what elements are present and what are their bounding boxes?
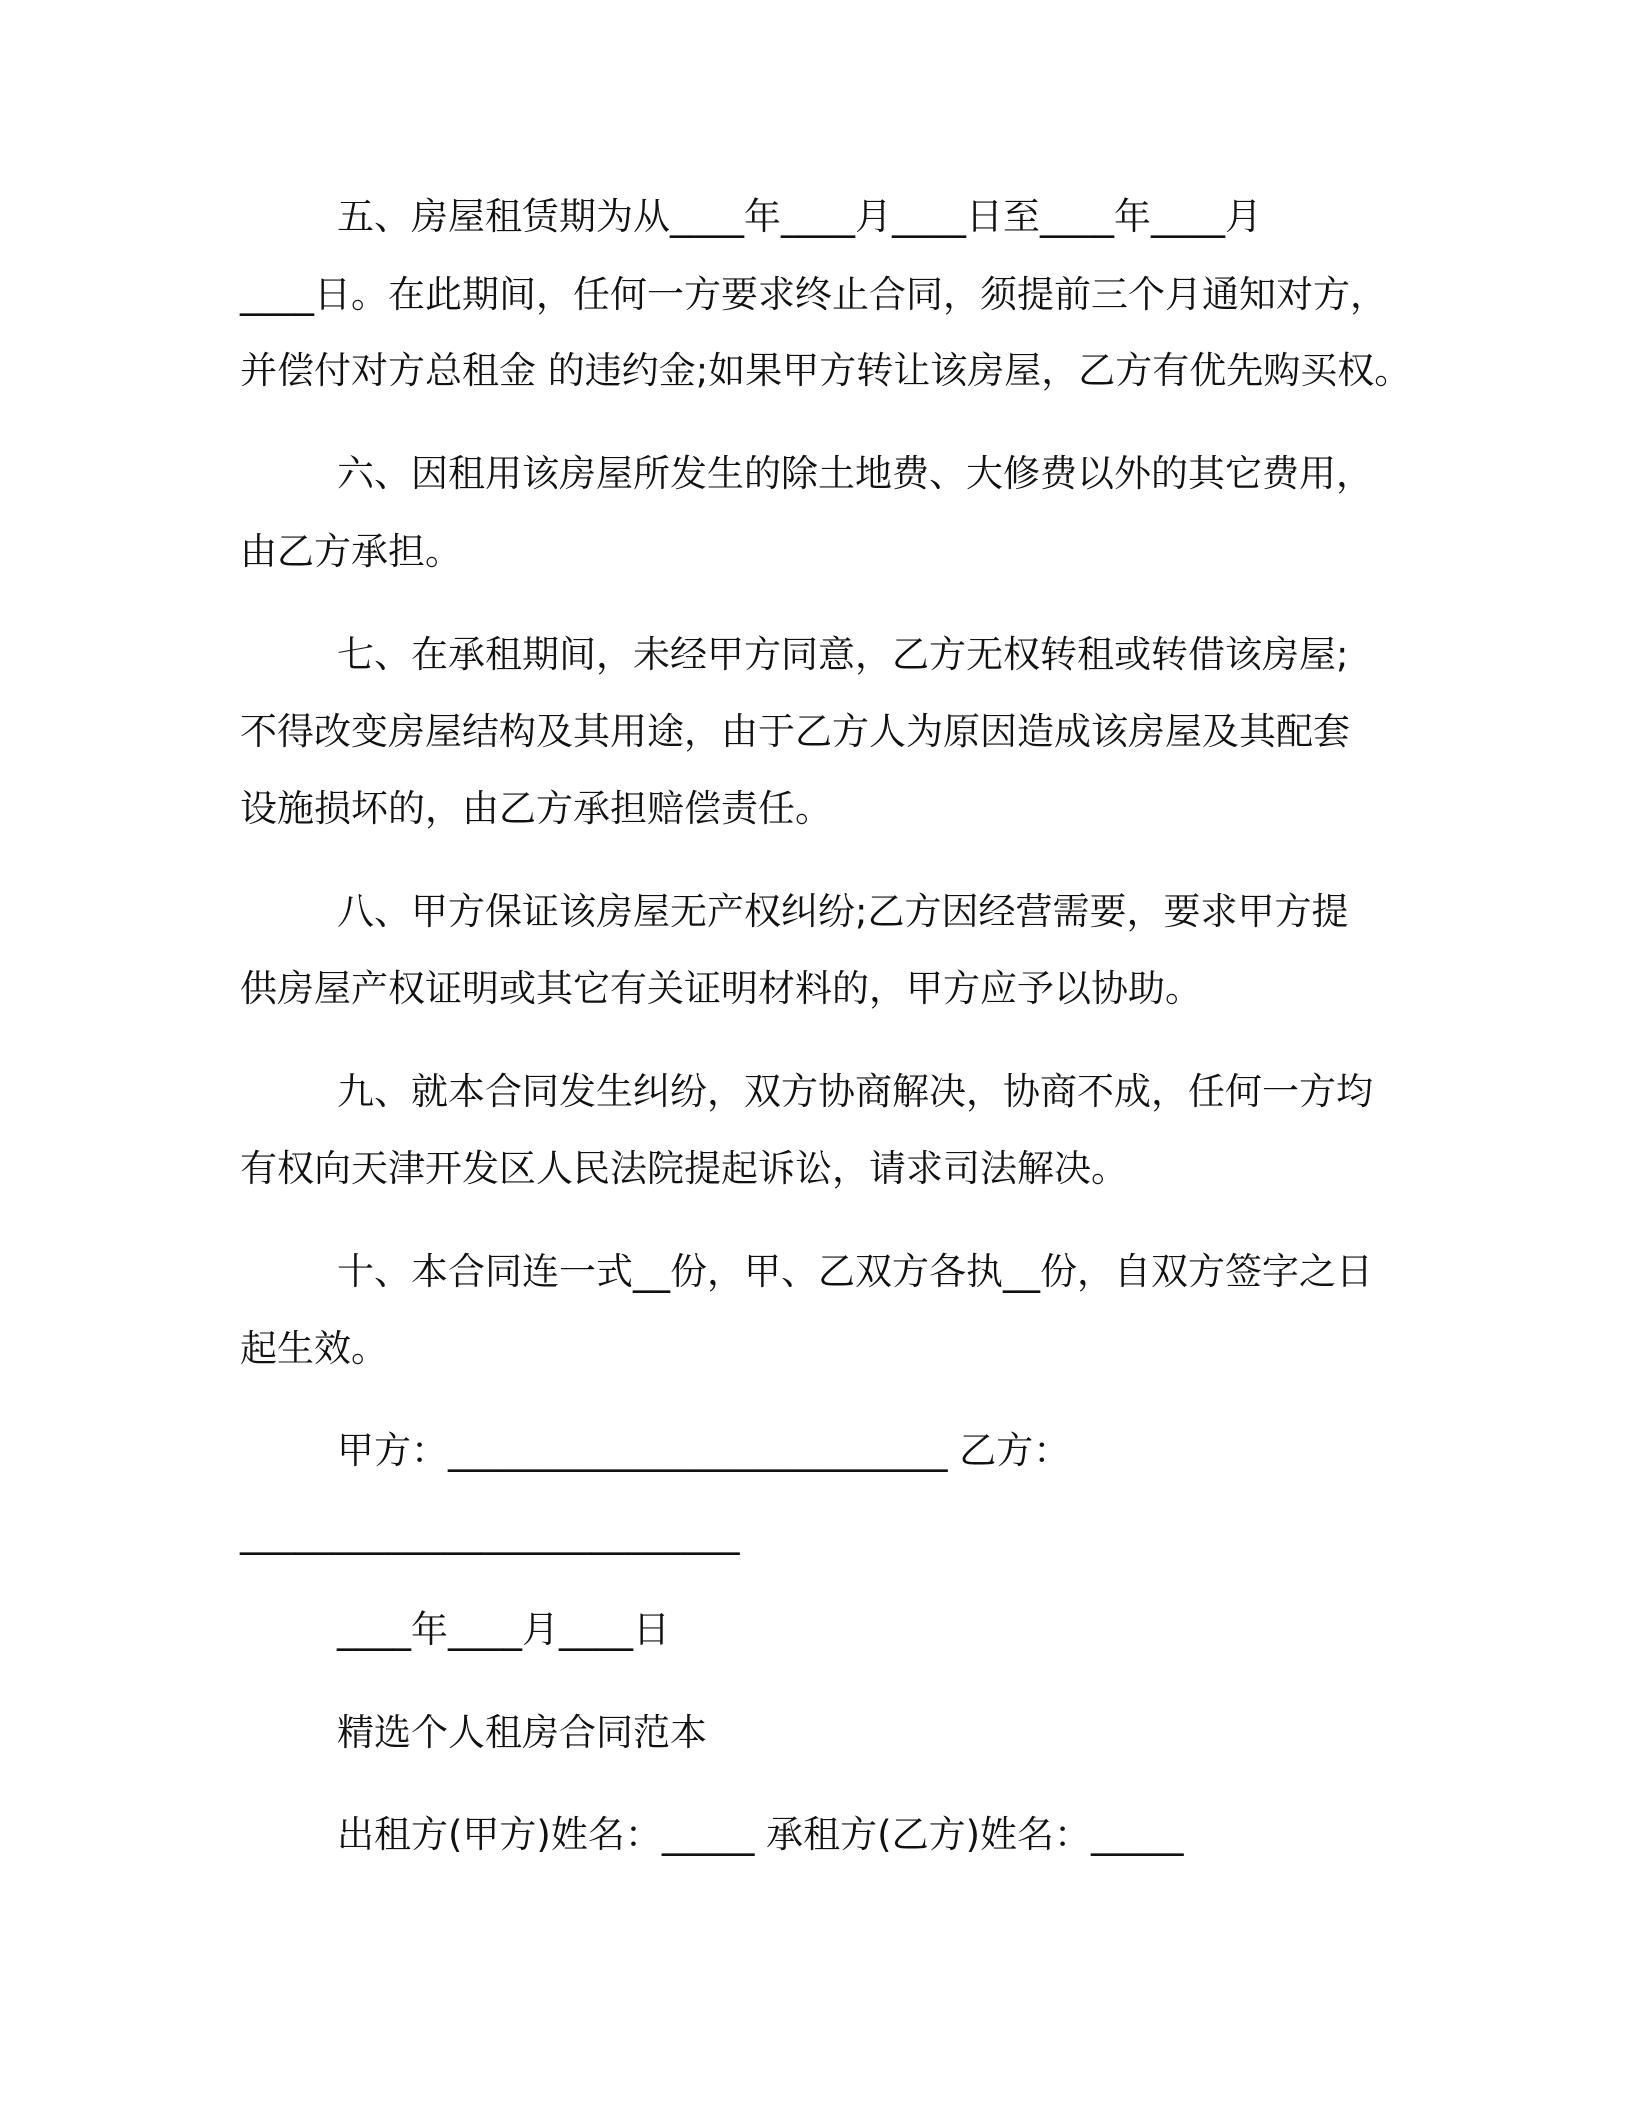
parties-name-line: 出租方(甲方)姓名：_____ 承租方(乙方)姓名：_____: [337, 1813, 1184, 1856]
clause6-line1: 六、因租用该房屋所发生的除土地费、大修费以外的其它费用，: [337, 452, 1373, 495]
clause5-line2: ____日。在此期间，任何一方要求终止合同，须提前三个月通知对方，: [240, 273, 1387, 316]
clause5-line3: 并偿付对方总租金 的违约金;如果甲方转让该房屋，乙方有优先购买权。: [240, 349, 1412, 392]
signature-party-a-line: 甲方：___________________________ 乙方：: [337, 1429, 1071, 1472]
signature-party-b-line: ___________________________: [240, 1512, 740, 1555]
clause6-line2: 由乙方承担。: [240, 530, 462, 573]
clause10-line2: 起生效。: [240, 1327, 388, 1370]
clause5-line1: 五、房屋租赁期为从____年____月____日至____年____月: [337, 195, 1262, 238]
clause8-line2: 供房屋产权证明或其它有关证明材料的，甲方应予以协助。: [240, 967, 1202, 1010]
date-line: ____年____月____日: [337, 1608, 670, 1651]
clause7-line3: 设施损坏的，由乙方承担赔偿责任。: [240, 787, 832, 830]
clause7-line2: 不得改变房屋结构及其用途，由于乙方人为原因造成该房屋及其配套: [240, 710, 1350, 753]
clause9-line2: 有权向天津开发区人民法院提起诉讼，请求司法解决。: [240, 1147, 1128, 1190]
clause8-line1: 八、甲方保证该房屋无产权纠纷;乙方因经营需要，要求甲方提: [337, 890, 1349, 933]
clause9-line1: 九、就本合同发生纠纷，双方协商解决，协商不成，任何一方均: [337, 1070, 1373, 1113]
clause7-line1: 七、在承租期间，未经甲方同意，乙方无权转租或转借该房屋;: [337, 633, 1349, 676]
next-contract-title: 精选个人租房合同范本: [337, 1711, 707, 1754]
clause10-line1: 十、本合同连一式__份，甲、乙双方各执__份，自双方签字之日: [337, 1250, 1373, 1293]
